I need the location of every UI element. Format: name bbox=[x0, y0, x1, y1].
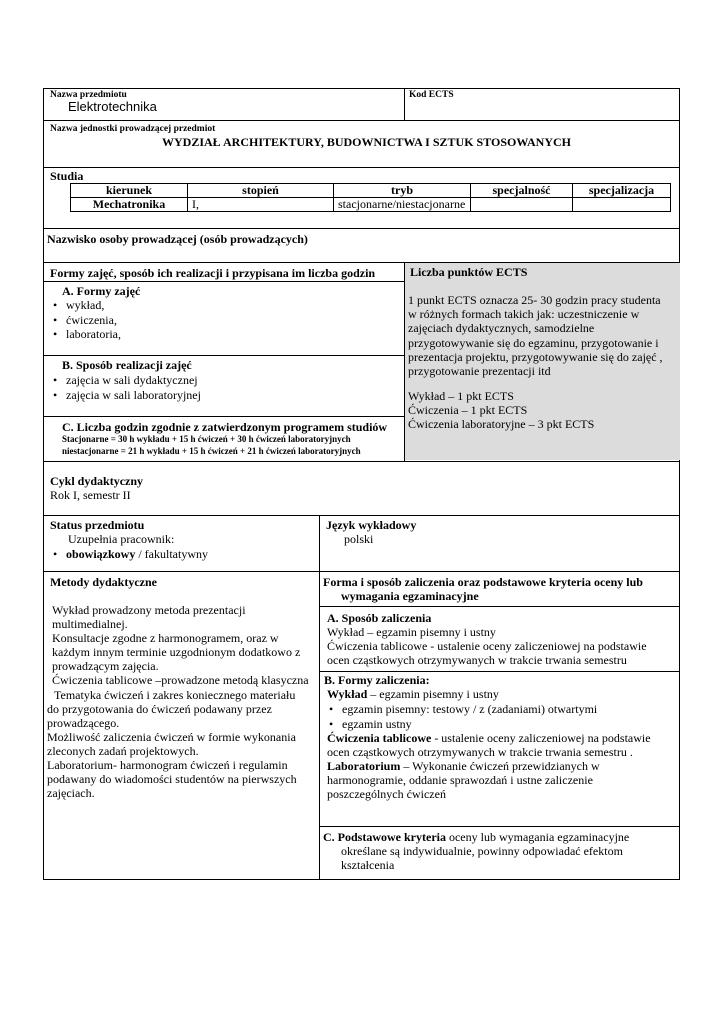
studia-header: kierunek bbox=[71, 184, 188, 198]
text-line: każdym innym terminie uzgodnionym dodatkowo z bbox=[52, 645, 301, 660]
text-line: Ćwiczenia tablicowe –prowadzone metodą klasyczna bbox=[52, 673, 309, 688]
b-lab-bold: Laboratorium bbox=[327, 759, 401, 773]
text-line: Wykład prowadzony metoda prezentacji bbox=[52, 603, 246, 617]
studia-cell bbox=[471, 198, 573, 212]
text-line: prezentacja projektu, przygotowywanie się do zajęć , bbox=[408, 349, 663, 364]
status-list bbox=[50, 547, 208, 562]
forms-b-list bbox=[50, 373, 201, 402]
assessment-a-text bbox=[327, 625, 647, 667]
text-line: zajęciach. bbox=[47, 786, 95, 801]
forms-b-title: B. Sposób realizacji zajęć bbox=[62, 358, 192, 372]
text-line: przygotowywanie się do egzaminu, przygotowanie i bbox=[408, 335, 659, 350]
divider bbox=[43, 571, 680, 572]
ects-code-label: Kod ECTS bbox=[409, 90, 454, 100]
text-line: przygotowanie prezentacji itd bbox=[408, 364, 551, 379]
text-line: Konsultacje zgodne z harmonogramem, oraz w bbox=[52, 631, 279, 646]
list-item: • zajęcia w sali dydaktycznej bbox=[50, 373, 201, 388]
forms-c-title: C. Liczba godzin zgodnie z zatwierdzonym programem studiów bbox=[62, 420, 388, 434]
text-line: multimedialnej. bbox=[52, 617, 128, 632]
studia-cell: I, bbox=[188, 198, 334, 212]
lecturer-label: Nazwisko osoby prowadzącej (osób prowadzących) bbox=[47, 232, 308, 246]
subject-label: Nazwa przedmiotu bbox=[50, 90, 127, 100]
studia-header: stopień bbox=[188, 184, 334, 198]
assessment-c-2: określane są indywidualnie, powinny odpowiadać efektom bbox=[341, 844, 623, 858]
list-item: • laboratoria, bbox=[50, 327, 121, 342]
b-lecture-bold: Wykład bbox=[327, 687, 368, 701]
divider bbox=[319, 515, 320, 880]
studia-header: specjalizacja bbox=[573, 184, 671, 198]
text-line: Ćwiczenia laboratoryjne – 3 pkt ECTS bbox=[408, 417, 595, 431]
list-item: • zajęcia w sali laboratoryjnej bbox=[50, 388, 201, 403]
unit-label: Nazwa jednostki prowadzącej przedmiot bbox=[50, 124, 216, 134]
forms-a-title: A. Formy zajęć bbox=[62, 284, 141, 298]
divider bbox=[43, 355, 404, 356]
assessment-a-title: A. Sposób zaliczenia bbox=[327, 611, 432, 625]
studia-label: Studia bbox=[50, 169, 84, 183]
studia-table bbox=[70, 183, 671, 212]
divider bbox=[43, 416, 404, 417]
language-label: Język wykładowy bbox=[326, 518, 417, 532]
assessment-label-2: wymagania egzaminacyjne bbox=[341, 589, 479, 603]
studia-cell bbox=[573, 198, 671, 212]
text-line: zajęciach dydaktycznych, samodzielne bbox=[408, 321, 595, 336]
forms-c-line2: niestacjonarne = 21 h wykładu + 15 h ćwiczeń + 21 h ćwiczeń laboratoryjnych bbox=[62, 446, 361, 456]
b-ex-bold: Ćwiczenia tablicowe bbox=[327, 731, 432, 745]
divider bbox=[319, 826, 680, 827]
divider bbox=[43, 167, 680, 168]
list-item: • egzamin pisemny: testowy / z (zadaniami) otwartymi bbox=[326, 702, 597, 717]
divider bbox=[43, 228, 680, 229]
b-lab-rest: – Wykonanie ćwiczeń przewidzianych w bbox=[400, 759, 600, 773]
status-label: Status przedmiotu bbox=[50, 518, 145, 532]
methods-text bbox=[47, 603, 309, 800]
text-line: Laboratorium- harmonogram ćwiczeń i regulamin bbox=[47, 758, 288, 773]
divider bbox=[43, 461, 680, 462]
list-item: • ćwiczenia, bbox=[50, 313, 121, 328]
text-line: Wykład – egzamin pisemny i ustny bbox=[327, 625, 496, 639]
cycle-value: Rok I, semestr II bbox=[50, 488, 131, 502]
subject-value: Elektrotechnika bbox=[68, 99, 157, 114]
divider bbox=[43, 120, 680, 121]
divider bbox=[43, 515, 680, 516]
ects-description bbox=[408, 293, 663, 378]
list-item: • wykład, bbox=[50, 298, 121, 313]
list-item: • egzamin ustny bbox=[326, 717, 597, 732]
divider bbox=[43, 281, 404, 282]
assessment-b-lab-2: harmonogramie, oddanie sprawozdań i ustne zaliczenie bbox=[327, 773, 593, 787]
assessment-b-lecture bbox=[327, 687, 499, 702]
unit-value: WYDZIAŁ ARCHITEKTURY, BUDOWNICTWA I SZTUK STOSOWANYCH bbox=[162, 135, 572, 149]
assessment-b-title: B. Formy zaliczenia: bbox=[324, 673, 430, 687]
cycle-label: Cykl dydaktyczny bbox=[50, 474, 144, 488]
assessment-b-lab bbox=[327, 759, 600, 774]
assessment-c-3: kształcenia bbox=[341, 858, 395, 872]
assessment-c bbox=[323, 830, 629, 845]
assessment-b-exercises-2: ocen cząstkowych otrzymywanych w trakcie trwania semestru . bbox=[327, 745, 633, 759]
ects-points-label: Liczba punktów ECTS bbox=[410, 265, 528, 279]
divider bbox=[319, 606, 680, 607]
text-line: prowadzącym zajęcia. bbox=[52, 659, 159, 674]
text-line: prowadzącego. bbox=[47, 715, 120, 730]
forms-c-line1: Stacjonarne = 30 h wykładu + 15 h ćwiczeń + 30 h ćwiczeń laboratoryjnych bbox=[62, 434, 351, 444]
c-rest: oceny lub wymagania egzaminacyjne bbox=[445, 830, 630, 844]
divider bbox=[319, 671, 680, 672]
divider bbox=[404, 262, 405, 461]
text-line: Wykład – 1 pkt ECTS bbox=[408, 389, 514, 403]
language-value: polski bbox=[344, 532, 374, 546]
text-line: Tematyka ćwiczeń i zakres koniecznego materiału bbox=[54, 687, 296, 702]
ects-breakdown bbox=[408, 389, 594, 431]
methods-label: Metody dydaktyczne bbox=[50, 575, 157, 589]
text-line: Ćwiczenia tablicowe - ustalenie oceny zaliczeniowej na podstawie bbox=[327, 639, 647, 653]
text-line: ocen cząstkowych otrzymywanych w trakcie trwania semestru bbox=[327, 653, 627, 667]
studia-cell: Mechatronika bbox=[71, 198, 188, 212]
forms-label: Formy zajęć, sposób ich realizacji i przypisana im liczba godzin bbox=[50, 266, 376, 280]
assessment-b-list bbox=[326, 702, 597, 731]
assessment-label-1: Forma i sposób zaliczenia oraz podstawowe kryteria oceny lub bbox=[323, 575, 643, 589]
studia-cell: stacjonarne/niestacjonarne bbox=[334, 198, 471, 212]
status-option bbox=[50, 547, 208, 562]
status-selected: obowiązkowy bbox=[66, 547, 136, 561]
c-bold: C. Podstawowe kryteria bbox=[323, 830, 446, 844]
studia-header: tryb bbox=[334, 184, 471, 198]
status-rest: / fakultatywny bbox=[135, 547, 208, 561]
text-line: do przygotowania do ćwiczeń podawany przez bbox=[47, 701, 272, 716]
forms-a-list bbox=[50, 298, 121, 342]
assessment-b-exercises bbox=[327, 731, 651, 746]
divider bbox=[43, 262, 680, 263]
studia-header: specjalność bbox=[471, 184, 573, 198]
text-line: 1 punkt ECTS oznacza 25- 30 godzin pracy studenta bbox=[408, 293, 661, 307]
text-line: Możliwość zaliczenia ćwiczeń w formie wykonania bbox=[47, 729, 296, 744]
text-line: w różnych formach takich jak: uczestniczenie w bbox=[408, 307, 640, 322]
text-line: zleconych zadań projektowych. bbox=[47, 743, 199, 758]
assessment-b-lab-3: poszczególnych ćwiczeń bbox=[327, 787, 446, 801]
b-ex-rest: - ustalenie oceny zaliczeniowej na podstawie bbox=[431, 731, 651, 745]
b-lecture-rest: – egzamin pisemny i ustny bbox=[367, 687, 499, 701]
divider bbox=[404, 88, 405, 120]
text-line: podawany do wiadomości studentów na pierwszych bbox=[47, 772, 297, 787]
status-note: Uzupełnia pracownik: bbox=[68, 532, 175, 546]
text-line: Ćwiczenia – 1 pkt ECTS bbox=[408, 403, 528, 417]
